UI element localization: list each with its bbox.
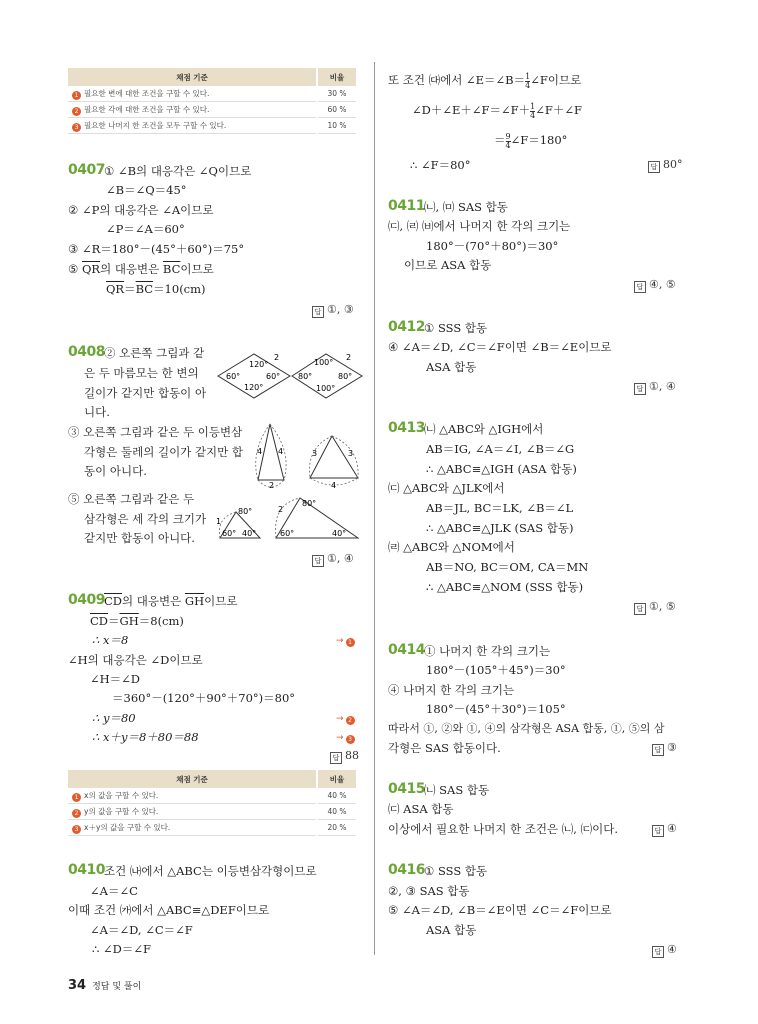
text: 의 대응변은 <box>100 262 163 276</box>
step-badge: 1 <box>72 91 81 100</box>
problem-number: 0416 <box>388 862 425 878</box>
text: ＝ <box>124 282 136 296</box>
segment: $\overline{CD}$ <box>104 594 123 608</box>
table-row <box>68 102 356 118</box>
angle-label: 60° <box>266 372 281 381</box>
line: ∴ ∠D＝∠F <box>92 942 151 956</box>
page-number: 34 <box>68 978 87 993</box>
line: 삼각형은 세 각의 크기가 <box>84 512 207 526</box>
line: ③ ∠R＝180°－(45°＋60°)＝75° <box>68 242 245 256</box>
answer <box>634 599 676 615</box>
line <box>68 261 214 277</box>
answer-mark: 답 <box>312 306 324 318</box>
line <box>494 132 567 150</box>
line: ② 오른쪽 그림과 같 <box>104 346 205 360</box>
line: 이므로 ASA 합동 <box>404 258 492 272</box>
text: ＝8(cm) <box>138 614 184 628</box>
problem-number: 0415 <box>388 781 425 797</box>
answer-mark: 답 <box>648 161 660 173</box>
line <box>90 613 184 629</box>
line: ㈁ △ABC와 △IGH에서 <box>424 422 544 436</box>
answer <box>634 379 676 395</box>
line: ∠H의 대응각은 ∠D이므로 <box>68 653 203 667</box>
criterion-text: y의 값을 구할 수 있다. <box>84 806 159 816</box>
step-badge: 3 <box>72 123 81 132</box>
answer-mark: 답 <box>634 383 646 395</box>
line: ＝360°－(120°＋90°＋70°)＝80° <box>112 691 296 705</box>
line: 각형은 둘레의 길이가 같지만 합 <box>84 445 244 459</box>
answer-value: ①, ④ <box>649 380 676 393</box>
line: AB＝IG, ∠A＝∠I, ∠B＝∠G <box>426 442 575 456</box>
line: ② ∠P의 대응각은 ∠A이므로 <box>68 203 214 217</box>
fraction-num: 1 <box>530 101 536 111</box>
answer-value: ①, ④ <box>327 552 354 565</box>
text: ⑤ <box>68 262 82 276</box>
isosceles-triangles <box>254 418 366 490</box>
segment: $\overline{GH}$ <box>119 614 139 628</box>
criterion-text: 필요한 변에 대한 조건을 구할 수 있다. <box>84 88 210 98</box>
side-label: 2 <box>346 353 352 362</box>
angle-label: 60° <box>280 529 295 538</box>
grading-table-2 <box>68 770 356 836</box>
answer-mark: 답 <box>634 281 646 293</box>
text: 이므로 <box>180 262 214 276</box>
line: 각형은 SAS 합동이다. <box>388 741 501 755</box>
angle-label: 80° <box>302 499 317 508</box>
line: ∠H＝∠D <box>90 672 141 686</box>
line: 180°－(105°＋45°)＝30° <box>426 663 566 677</box>
angle-label: 40° <box>332 529 347 538</box>
step-marker: → 1 <box>336 633 358 649</box>
problem-number: 0412 <box>388 319 425 335</box>
side-label: 2 <box>278 505 284 514</box>
side-label: 3 <box>312 449 318 458</box>
fraction-den: 4 <box>505 140 511 150</box>
answer-value: ③ <box>667 741 677 754</box>
answer <box>312 551 354 567</box>
text: ∠F＋∠F <box>535 103 582 117</box>
line: AB＝NO, BC＝OM, CA＝MN <box>426 560 589 574</box>
criterion-text: x＋y의 값을 구할 수 있다. <box>84 822 171 832</box>
side-label: 4 <box>257 447 263 456</box>
rhombus-figures <box>216 352 364 400</box>
step-badge: 1 <box>72 793 81 802</box>
answer-value: 80° <box>663 158 683 171</box>
line: 따라서 ①, ②와 ①, ④의 삼각형은 ASA 합동, ①, ⑤의 삼 <box>388 722 665 735</box>
table-row <box>68 788 356 804</box>
side-label: 1 <box>216 517 222 526</box>
line: ∴ x＋y＝8＋80＝88 <box>92 730 199 744</box>
line: 은 두 마름모는 한 변의 <box>84 366 199 380</box>
answer-mark: 답 <box>634 603 646 615</box>
line: ∴ △ABC≡△NOM (SSS 합동) <box>426 580 584 594</box>
ratio: 20 % <box>317 820 356 836</box>
line: ㈁, ㈄ SAS 합동 <box>424 200 508 214</box>
side-label: 4 <box>278 447 284 456</box>
line: ㈁ SAS 합동 <box>424 783 490 797</box>
segment: $\overline{GH}$ <box>184 594 205 608</box>
table-header: 비율 <box>317 68 356 86</box>
ratio: 40 % <box>317 804 356 820</box>
problem-number: 0410 <box>68 862 105 878</box>
line: ASA 합동 <box>426 360 477 374</box>
line: 같지만 합동이 아니다. <box>84 531 195 545</box>
line: ㈂ △ABC와 △JLK에서 <box>388 481 505 495</box>
line: ∴ ∠F＝80° <box>410 158 471 172</box>
answer <box>312 302 354 318</box>
line <box>106 281 206 297</box>
table-row <box>68 820 356 836</box>
text: ＝10(cm) <box>153 282 206 296</box>
line: 이때 조건 ㈎에서 △ABC≡△DEF이므로 <box>68 903 270 917</box>
step-badge: 3 <box>72 825 81 834</box>
line: ∠B＝∠Q＝45° <box>106 183 187 197</box>
line: ∴ y＝80 <box>92 711 136 725</box>
problem-number: 0411 <box>388 198 425 214</box>
answer-mark: 답 <box>330 752 342 764</box>
angle-label: 60° <box>222 529 237 538</box>
ratio: 40 % <box>317 788 356 804</box>
text: 이므로 <box>204 594 238 608</box>
segment: $\overline{BC}$ <box>135 282 154 296</box>
answer <box>652 740 677 756</box>
line: ③ 오른쪽 그림과 같은 두 이등변삼 <box>68 425 243 439</box>
line: ②, ③ SAS 합동 <box>388 884 470 898</box>
line: ① SSS 합동 <box>424 321 488 335</box>
line: ㈂ ASA 합동 <box>388 802 454 816</box>
ratio: 10 % <box>317 118 356 134</box>
line: ∠P＝∠A＝60° <box>106 222 185 236</box>
footer-title: 정답 및 풀이 <box>92 982 142 992</box>
angle-label: 40° <box>242 529 257 538</box>
line: ④ ∠A＝∠D, ∠C＝∠F이면 ∠B＝∠E이므로 <box>388 340 612 354</box>
column-divider <box>374 62 375 955</box>
answer-value: ①, ③ <box>327 303 354 316</box>
step-marker: → 2 <box>336 711 358 727</box>
angle-label: 100° <box>316 384 336 393</box>
angle-label: 120° <box>244 383 264 392</box>
answer-mark: 답 <box>652 946 664 958</box>
angle-label: 100° <box>314 358 334 367</box>
line: 180°－(45°＋30°)＝105° <box>426 702 566 716</box>
answer-value: ④ <box>667 943 677 956</box>
segment: $\overline{BC}$ <box>162 262 181 276</box>
line <box>412 102 582 120</box>
segment: $\overline{QR}$ <box>106 282 125 296</box>
answer <box>652 821 677 837</box>
line: ④ 나머지 한 각의 크기는 <box>388 683 515 697</box>
line: ① ∠B의 대응각은 ∠Q이므로 <box>104 164 252 178</box>
line: 조건 ㈏에서 △ABC는 이등변삼각형이므로 <box>104 864 317 878</box>
ratio: 60 % <box>317 102 356 118</box>
fraction-num: 1 <box>525 71 531 81</box>
step-marker: → 3 <box>336 730 358 746</box>
answer-value: ①, ⑤ <box>649 600 676 613</box>
fraction-num: 9 <box>505 131 511 141</box>
answer-value: ④, ⑤ <box>649 278 676 291</box>
line: 동이 아니다. <box>84 464 147 478</box>
problem-number: 0409 <box>68 592 105 608</box>
grading-table-1 <box>68 68 356 134</box>
text: 또 조건 ㈐에서 ∠E＝∠B＝ <box>388 73 526 87</box>
angle-label: 80° <box>238 507 253 516</box>
text: 의 대응변은 <box>122 594 185 608</box>
answer-value: 88 <box>345 749 359 762</box>
line: ① SSS 합동 <box>424 864 488 878</box>
line: ㈂, ㈃ ㈅에서 나머지 한 각의 크기는 <box>388 219 571 233</box>
line: ① 나머지 한 각의 크기는 <box>424 644 551 658</box>
fraction-den: 4 <box>530 110 536 120</box>
text: ∠F＝180° <box>510 133 568 147</box>
answer <box>330 748 359 764</box>
fraction-den: 4 <box>525 80 531 90</box>
line: 180°－(70°＋80°)＝30° <box>426 239 559 253</box>
table-header: 채점 기준 <box>68 770 317 788</box>
angle-label: 80° <box>298 372 313 381</box>
answer <box>648 157 683 173</box>
problem-number: 0407 <box>68 162 105 178</box>
page-footer <box>68 978 141 993</box>
answer-mark: 답 <box>312 555 324 567</box>
table-header: 비율 <box>317 770 356 788</box>
text: ＝ <box>108 614 120 628</box>
answer-mark: 답 <box>652 825 664 837</box>
side-label: 2 <box>269 481 275 490</box>
line: ∠A＝∠C <box>90 884 138 898</box>
step-badge: 1 <box>346 638 355 647</box>
side-label: 2 <box>274 353 280 362</box>
problem-number: 0413 <box>388 420 425 436</box>
criterion-text: 필요한 나머지 한 조건을 모두 구할 수 있다. <box>84 120 227 130</box>
angle-label: 60° <box>226 372 241 381</box>
side-label: 4 <box>331 481 337 490</box>
angle-label: 80° <box>338 372 353 381</box>
line: 이상에서 필요한 나머지 한 조건은 ㈁, ㈂이다. <box>388 822 618 836</box>
line: ⑤ ∠A＝∠D, ∠B＝∠E이면 ∠C＝∠F이므로 <box>388 903 612 917</box>
step-badge: 2 <box>72 809 81 818</box>
line: AB＝JL, BC＝LK, ∠B＝∠L <box>426 501 574 515</box>
segment: $\overline{QR}$ <box>81 262 101 276</box>
similar-triangles <box>214 490 364 542</box>
line <box>104 593 237 609</box>
line: ㈃ △ABC와 △NOM에서 <box>388 540 515 554</box>
table-row <box>68 118 356 134</box>
line: ∴ △ABC≡△JLK (SAS 합동) <box>426 521 574 535</box>
criterion-text: 필요한 각에 대한 조건을 구할 수 있다. <box>84 104 210 114</box>
line: ∴ △ABC≡△IGH (ASA 합동) <box>426 462 577 476</box>
line: ∴ x＝8 <box>92 633 129 647</box>
angle-label: 120° <box>249 360 269 369</box>
problem-number: 0414 <box>388 642 425 658</box>
answer-value: ④ <box>667 822 677 835</box>
table-row <box>68 804 356 820</box>
text: ＝ <box>494 133 506 147</box>
ratio: 30 % <box>317 86 356 102</box>
step-badge: 2 <box>346 716 355 725</box>
step-badge: 2 <box>72 107 81 116</box>
step-badge: 3 <box>346 735 355 744</box>
criterion-text: x의 값을 구할 수 있다. <box>84 790 159 800</box>
line: 길이가 같지만 합동이 아 <box>84 386 207 400</box>
problem-number: 0408 <box>68 344 105 360</box>
table-row <box>68 86 356 102</box>
answer <box>634 277 676 293</box>
text: ∠D＋∠E＋∠F＝∠F＋ <box>412 103 531 117</box>
line: ASA 합동 <box>426 923 477 937</box>
line: ⑤ 오른쪽 그림과 같은 두 <box>68 492 195 506</box>
text: ∠F이므로 <box>530 73 582 87</box>
answer <box>652 942 677 958</box>
segment: $\overline{CD}$ <box>90 614 109 628</box>
answer-mark: 답 <box>652 744 664 756</box>
line: 니다. <box>84 405 110 419</box>
line: ∠A＝∠D, ∠C＝∠F <box>90 923 193 937</box>
side-label: 3 <box>348 449 354 458</box>
table-header: 채점 기준 <box>68 68 317 86</box>
line <box>388 72 581 90</box>
